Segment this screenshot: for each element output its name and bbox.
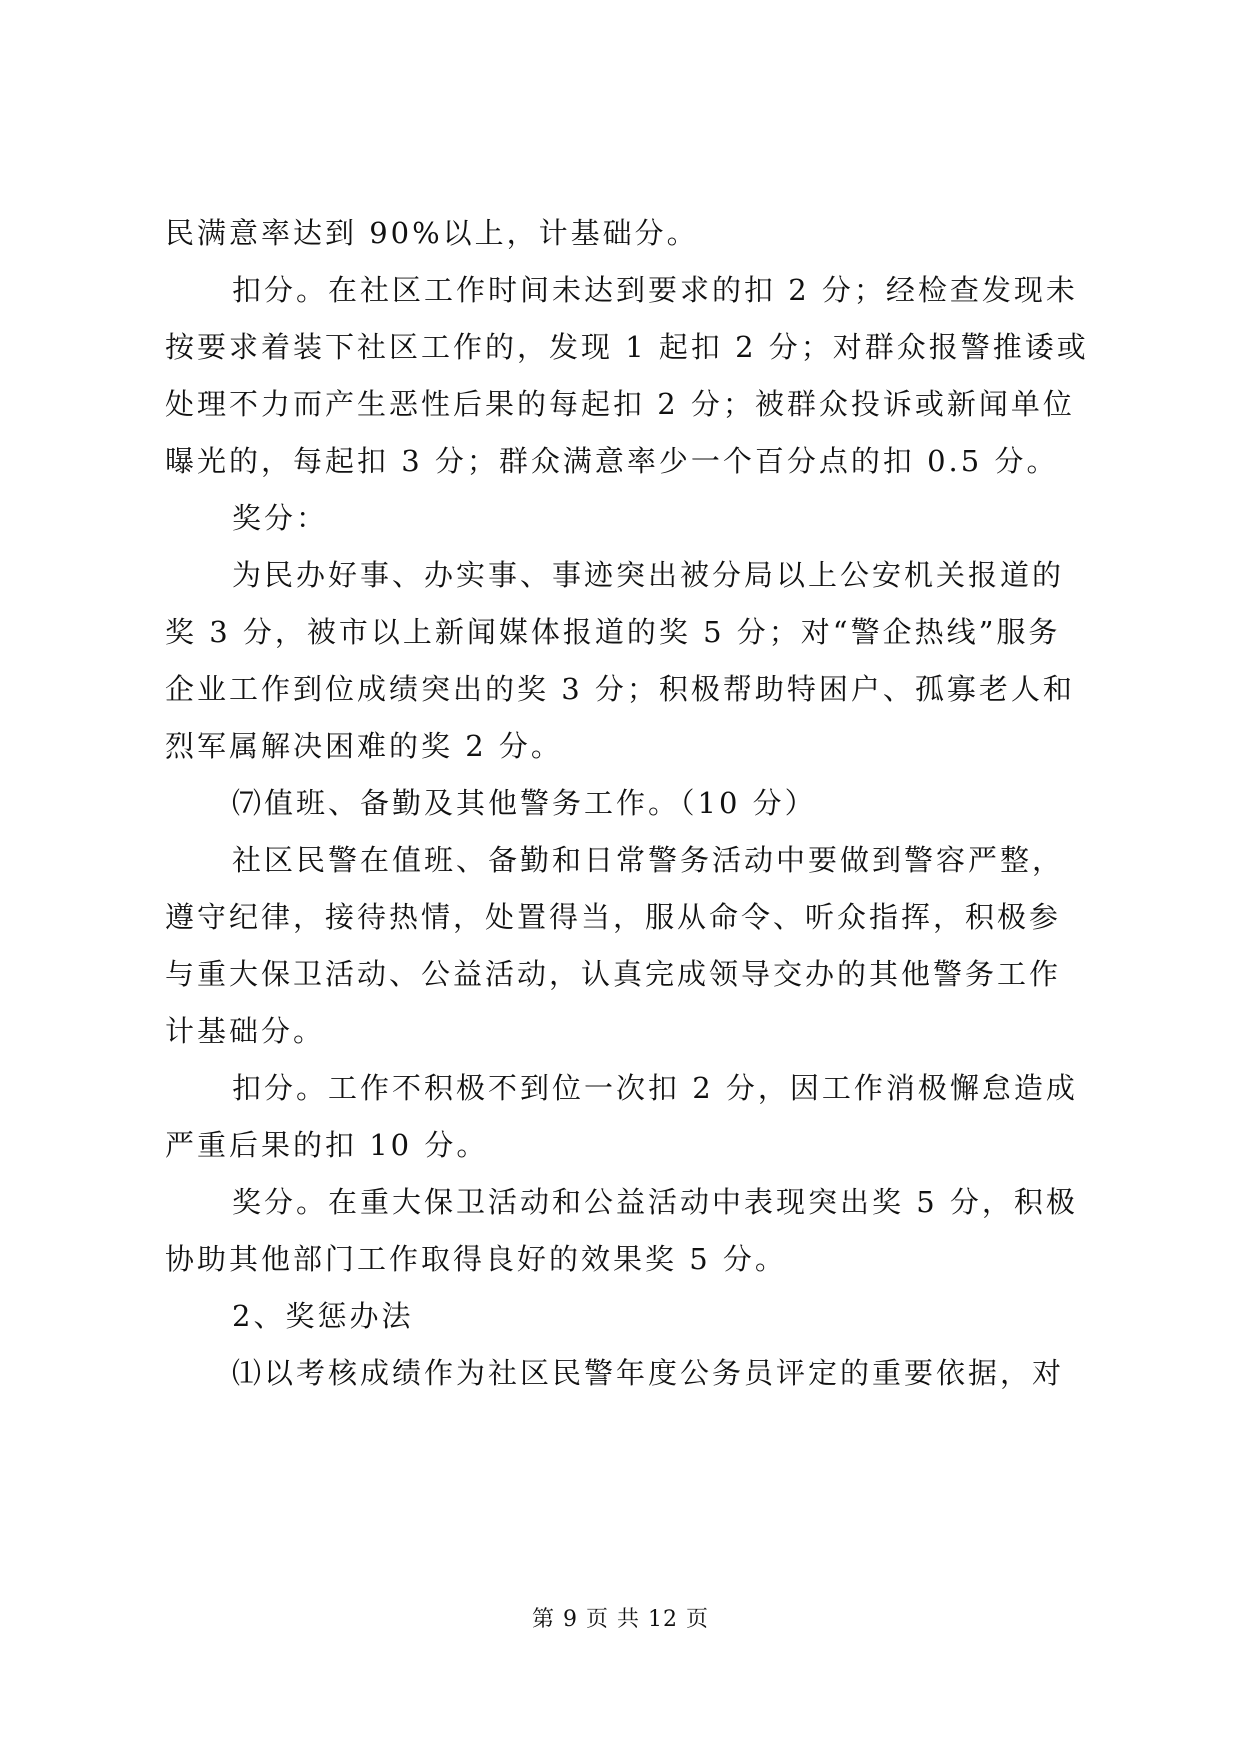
text-line: 与重大保卫活动、公益活动，认真完成领导交办的其他警务工作 — [165, 957, 1062, 991]
section-heading: ⑺值班、备勤及其他警务工作。（10 分） — [232, 786, 817, 820]
paragraph-line: 为民办好事、办实事、事迹突出被分局以上公安机关报道的 — [232, 558, 1065, 592]
text-line: 企业工作到位成绩突出的奖 3 分；积极帮助特困户、孤寡老人和 — [165, 672, 1075, 706]
text-line: 曝光的，每起扣 3 分；群众满意率少一个百分点的扣 0.5 分。 — [165, 444, 1059, 478]
text-line: 协助其他部门工作取得良好的效果奖 5 分。 — [165, 1242, 787, 1276]
text-line: 奖 3 分，被市以上新闻媒体报道的奖 5 分；对“警企热线”服务 — [165, 615, 1061, 649]
paragraph-line: 奖分。在重大保卫活动和公益活动中表现突出奖 5 分，积极 — [232, 1185, 1078, 1219]
paragraph-line: ⑴以考核成绩作为社区民警年度公务员评定的重要依据，对 — [232, 1356, 1065, 1390]
section-heading: 2、奖惩办法 — [232, 1299, 414, 1333]
text-line: 处理不力而产生恶性后果的每起扣 2 分；被群众投诉或新闻单位 — [165, 387, 1075, 421]
text-line: 遵守纪律，接待热情，处置得当，服从命令、听众指挥，积极参 — [165, 900, 1062, 934]
text-line: 民满意率达到 90%以上，计基础分。 — [165, 216, 699, 250]
text-line: 计基础分。 — [165, 1014, 326, 1048]
text-line: 严重后果的扣 10 分。 — [165, 1128, 489, 1162]
paragraph-line: 社区民警在值班、备勤和日常警务活动中要做到警容严整， — [232, 843, 1065, 877]
page-footer: 第 9 页 共 12 页 — [532, 1607, 709, 1632]
text-line: 烈军属解决困难的奖 2 分。 — [165, 729, 563, 763]
paragraph-line: 扣分。工作不积极不到位一次扣 2 分，因工作消极懈怠造成 — [232, 1071, 1078, 1105]
paragraph-line: 奖分： — [232, 501, 329, 535]
text-line: 按要求着装下社区工作的，发现 1 起扣 2 分；对群众报警推诿或 — [165, 330, 1089, 364]
paragraph-line: 扣分。在社区工作时间未达到要求的扣 2 分；经检查发现未 — [232, 273, 1078, 307]
